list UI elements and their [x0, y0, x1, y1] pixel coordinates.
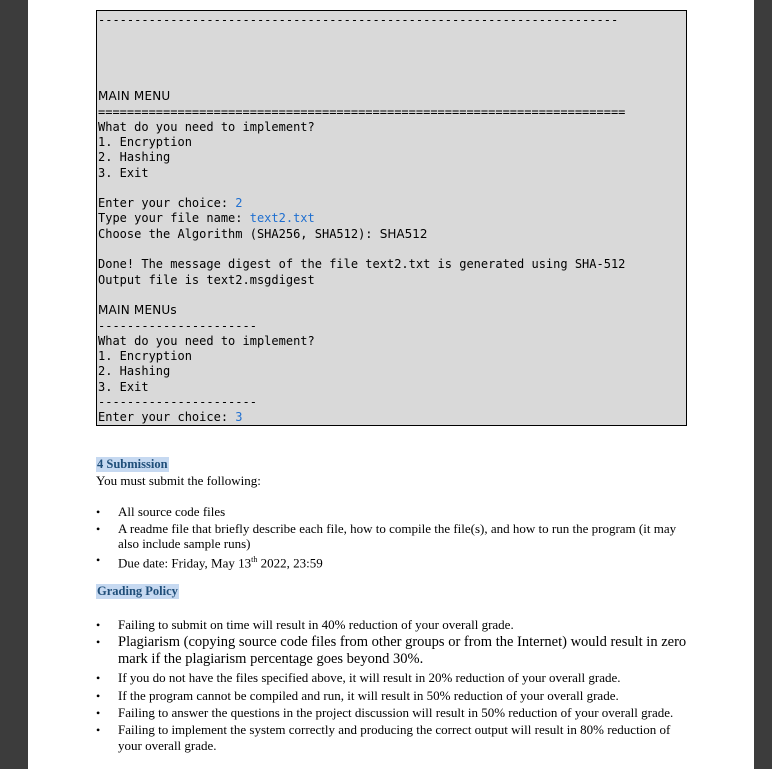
done-message: Done! The message digest of the file text2.txt is generated using SHA-512 [98, 257, 626, 271]
due-date-prefix: Due date: Friday, May 13 [118, 555, 252, 571]
menu-title: MAIN MENU [98, 89, 171, 103]
menu-option: 2. Hashing [98, 150, 171, 164]
choice-value: 3 [235, 410, 243, 424]
list-item-text: Failing to submit on time will result in 40% reduction of your overall grade. [118, 617, 514, 632]
bullet-icon: • [96, 505, 101, 519]
menu-question: What do you need to implement? [98, 334, 315, 348]
console-dash-line: ------------------------------------------------------------------------ [98, 13, 619, 27]
menu-option: 3. Exit [98, 380, 149, 394]
choice-label: Enter your choice: [98, 410, 236, 424]
due-date-suffix: 2022, 23:59 [257, 555, 323, 571]
list-item [96, 552, 696, 571]
due-date-superscript: th [251, 555, 258, 564]
bullet-icon: • [96, 618, 101, 632]
menu-option: 1. Encryption [98, 135, 192, 149]
list-item-text: If the program cannot be compiled and run, it will result in 50% reduction of your overall grade. [118, 688, 619, 703]
list-item-text: All source code files [118, 504, 226, 519]
list-item-text: Failing to answer the questions in the project discussion will result in 50% reduction of your overall grade. [118, 705, 674, 720]
submission-intro: You must submit the following: [96, 473, 261, 488]
file-name-line [98, 211, 315, 226]
choice-line [98, 196, 243, 211]
menu-question: What do you need to implement? [98, 120, 315, 134]
section-heading-grading: Grading Policy [97, 584, 178, 598]
bullet-icon: • [96, 522, 101, 536]
list-item-text: your overall grade. [118, 738, 217, 753]
list-item-text: mark if the plagiarism percentage goes beyond 30%. [118, 651, 424, 667]
menu-rule: ========================================================================= [98, 105, 626, 119]
algorithm-line [98, 227, 428, 242]
console-dash-line: ---------------------- [98, 319, 257, 333]
choice-value: 2 [235, 196, 243, 210]
list-item [96, 617, 716, 633]
console-dash-line: ---------------------- [98, 395, 257, 409]
list-item [96, 521, 716, 553]
bullet-icon: • [96, 635, 101, 649]
choice-line [98, 410, 243, 425]
list-item [96, 504, 696, 520]
output-file-message: Output file is text2.msgdigest [98, 273, 315, 287]
algorithm-value: SHA512 [379, 227, 428, 241]
list-item-text: also include sample runs) [118, 536, 251, 551]
algorithm-label: Choose the Algorithm (SHA256, SHA512): [98, 227, 380, 241]
list-item [96, 722, 716, 754]
bullet-icon: • [96, 723, 101, 737]
due-date-text [118, 552, 323, 571]
menu-option: 1. Encryption [98, 349, 192, 363]
file-value: text2.txt [249, 211, 315, 225]
bullet-icon: • [96, 706, 101, 720]
list-item-text: If you do not have the files specified above, it will result in 20% reduction of your overall grade. [118, 670, 621, 685]
section-heading-submission: 4 Submission [97, 457, 168, 471]
list-item-text: A readme file that briefly describe each file, how to compile the file(s), and how to run the program (it may [118, 521, 677, 536]
menu-option: 2. Hashing [98, 364, 171, 378]
document-page [28, 0, 754, 769]
list-item [96, 634, 716, 668]
file-label: Type your file name: [98, 211, 250, 225]
console-output-box [96, 10, 687, 426]
bullet-icon: • [96, 689, 101, 703]
choice-label: Enter your choice: [98, 196, 236, 210]
menu-title: MAIN MENUs [98, 303, 177, 317]
list-item [96, 688, 716, 704]
list-item-text: Plagiarism (copying source code files from other groups or from the Internet) would result in zero [118, 634, 687, 650]
menu-option: 3. Exit [98, 166, 149, 180]
list-item [96, 705, 716, 721]
bullet-icon: • [96, 553, 101, 567]
list-item-text: Failing to implement the system correctly and producing the correct output will result in 80% reduction of [118, 722, 671, 737]
bullet-icon: • [96, 671, 101, 685]
list-item [96, 670, 716, 686]
